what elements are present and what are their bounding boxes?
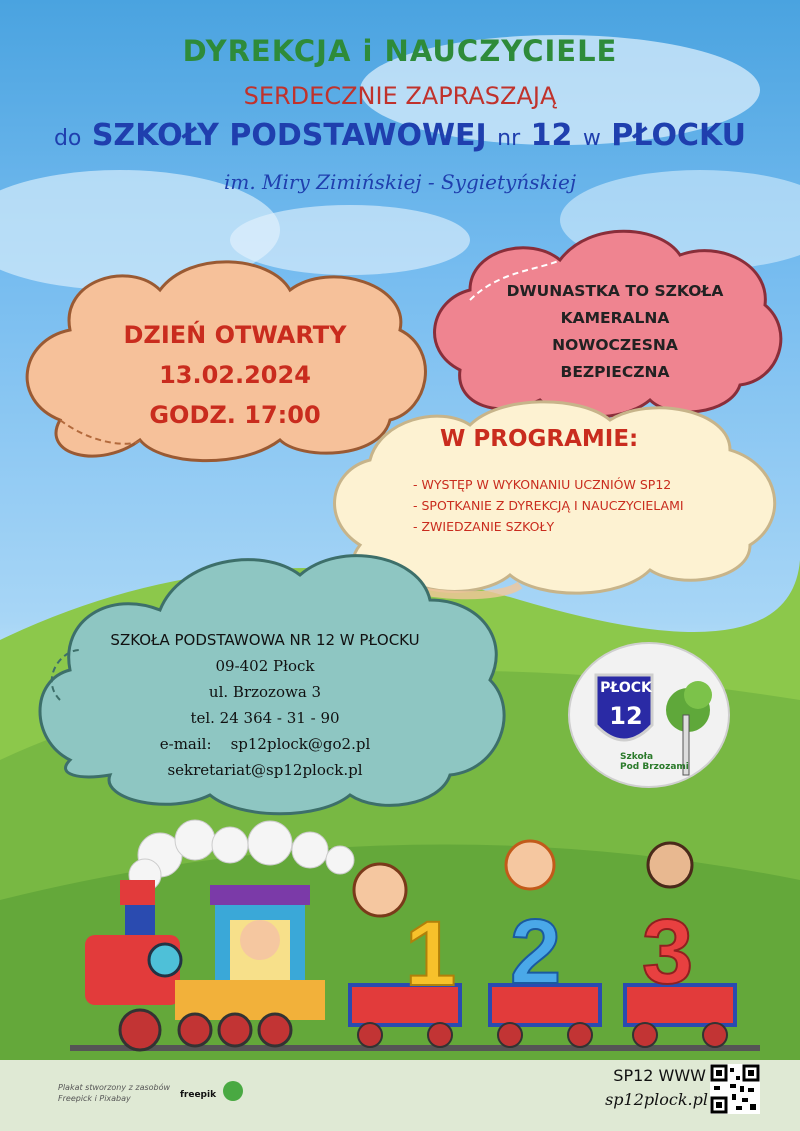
open-day-time: GODZ. 17:00	[149, 401, 321, 429]
train-number-3: 3	[642, 901, 694, 1003]
contact-block	[60, 627, 470, 783]
train-number-2: 2	[510, 901, 562, 1003]
program-item: - ZWIEDZANIE SZKOŁY	[413, 519, 555, 534]
header-patron: im. Miry Zimińskiej - Sygietyńskiej	[223, 170, 577, 194]
open-day-title: DZIEŃ OTWARTY	[123, 321, 347, 349]
program-list	[413, 474, 773, 537]
logo-caption-line1: Szkoła	[620, 752, 654, 762]
header-number: 12	[530, 118, 573, 153]
freepik-logo: freepik	[180, 1090, 217, 1100]
logo-caption	[620, 752, 700, 772]
contact-phone: tel. 24 364 - 31 - 90	[190, 709, 340, 727]
contact-school-name: SZKOŁA PODSTAWOWA NR 12 W PŁOCKU	[110, 631, 420, 649]
contact-email-row	[60, 731, 470, 757]
locomotive	[85, 880, 325, 1050]
contact-email-1[interactable]: sp12plock@go2.pl	[230, 735, 371, 753]
contact-postal: 09-402 Płock	[215, 657, 315, 675]
header-nr: nr	[497, 126, 521, 151]
www-label: SP12 WWW	[613, 1066, 706, 1085]
header-city: PŁOCKU	[611, 118, 747, 153]
motto-block	[470, 278, 760, 386]
contact-email-label: e-mail:	[159, 735, 212, 753]
child-boy	[648, 843, 692, 887]
logo-city: PŁOCK	[600, 680, 652, 696]
motto-line: BEZPIECZNA	[560, 363, 670, 381]
header-prefix: do	[53, 126, 82, 151]
child-girl-2	[506, 841, 554, 889]
header-line-1: DYREKCJA i NAUCZYCIELE	[182, 34, 618, 68]
pixabay-icon	[222, 1080, 244, 1102]
open-day-block	[70, 315, 400, 435]
credit-line-1: Plakat stworzony z zasobów	[58, 1083, 171, 1092]
child-girl	[354, 864, 406, 916]
program-item: - WYSTĘP W WYKONANIU UCZNIÓW SP12	[413, 477, 672, 492]
credit-line-2: Freepick i Pixabay	[58, 1094, 131, 1103]
program-title: W PROGRAMIE:	[440, 426, 639, 452]
motto-line: DWUNASTKA TO SZKOŁA	[506, 282, 724, 300]
qr-code-icon[interactable]	[710, 1064, 760, 1114]
program-item: - SPOTKANIE Z DYREKCJĄ I NAUCZYCIELAMI	[413, 498, 684, 513]
motto-line: KAMERALNA	[560, 309, 670, 327]
contact-email-2[interactable]: sekretariat@sp12plock.pl	[167, 761, 363, 779]
contact-street: ul. Brzozowa 3	[208, 683, 322, 701]
open-day-date: 13.02.2024	[159, 361, 311, 389]
motto-line: NOWOCZESNA	[552, 336, 678, 354]
header-line-2: SERDECZNIE ZAPRASZAJĄ	[243, 82, 557, 110]
train-number-1: 1	[405, 903, 457, 1005]
header-school: SZKOŁY PODSTAWOWEJ	[91, 118, 487, 153]
smoke	[129, 820, 354, 891]
logo-number: 12	[609, 702, 643, 730]
train-illustration	[70, 815, 780, 1060]
www-url[interactable]: sp12plock.pl	[605, 1090, 708, 1109]
logo-caption-line2: Pod Brzozami	[620, 762, 689, 772]
header-w: w	[582, 126, 601, 151]
